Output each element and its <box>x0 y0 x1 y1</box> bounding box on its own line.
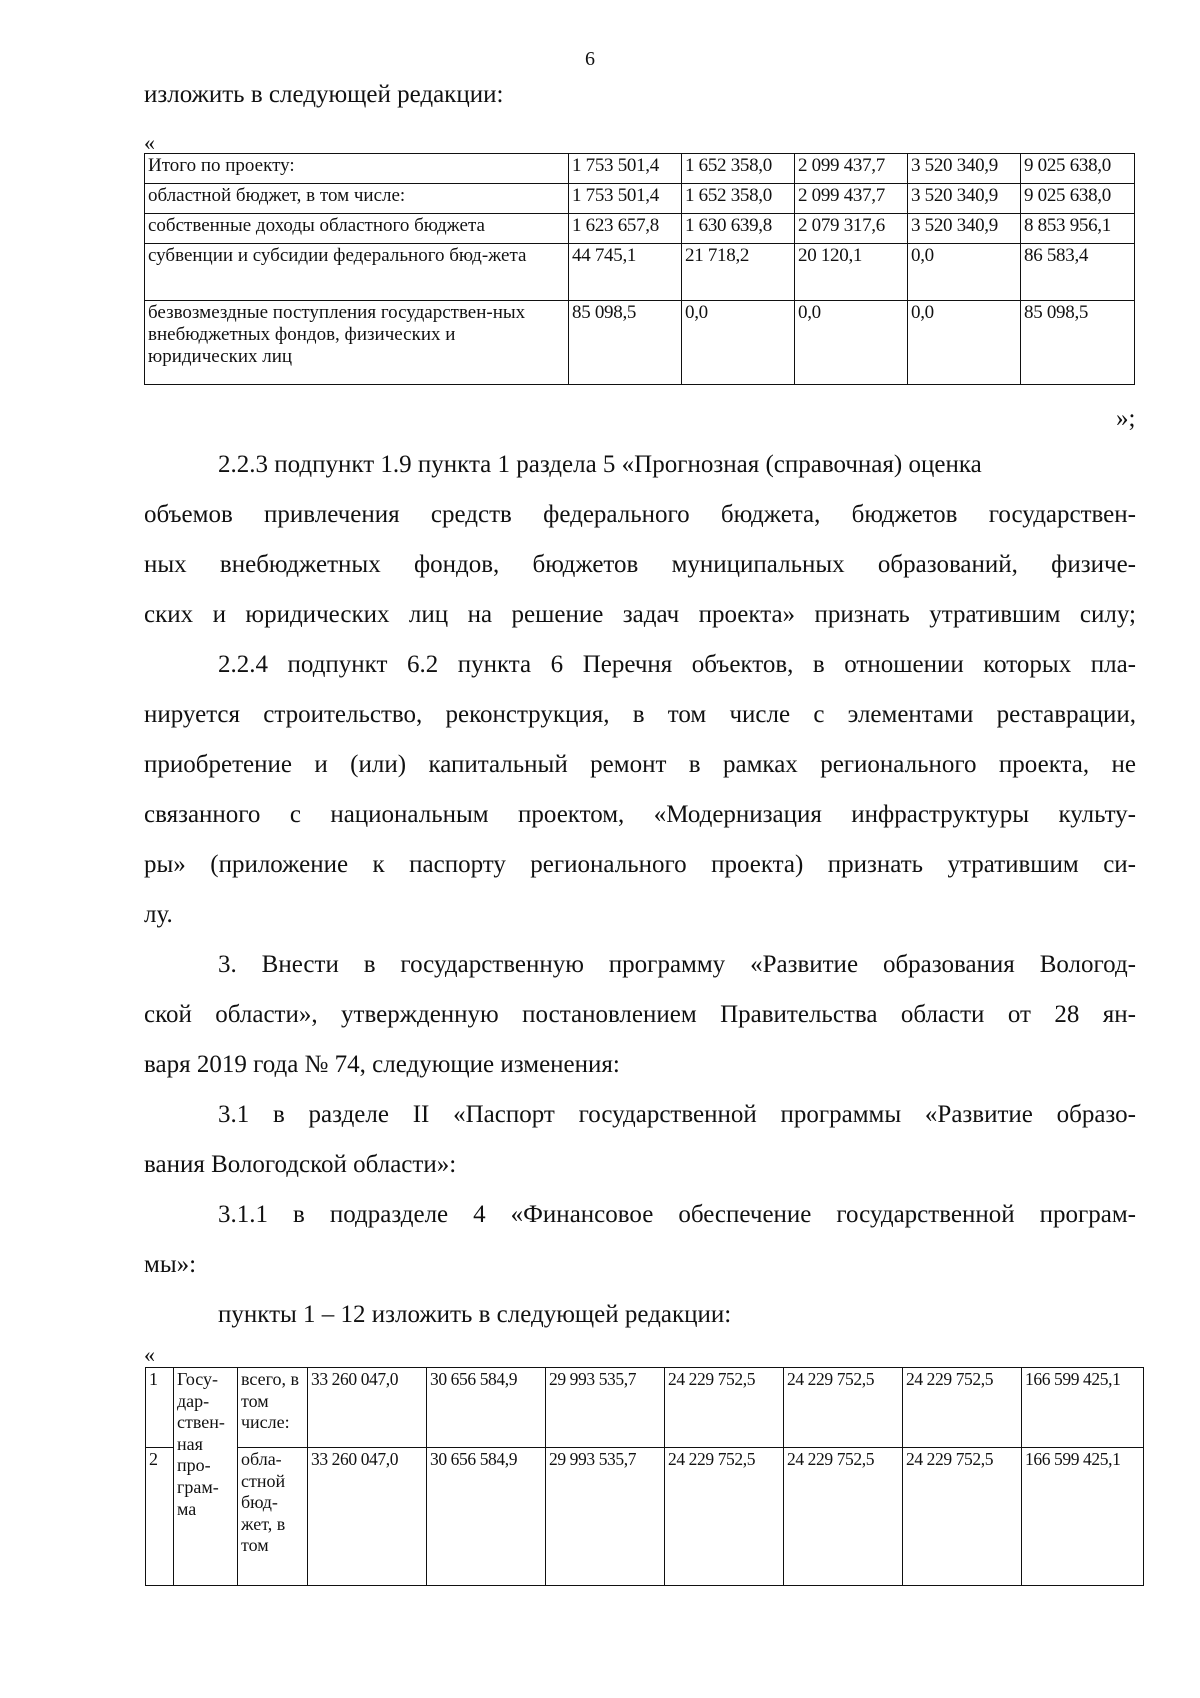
cell-value: 0,0 <box>795 301 908 385</box>
paragraph-3-1-line: вания Вологодской области»: <box>144 1151 457 1178</box>
cell-value: 2 079 317,6 <box>795 214 908 244</box>
paragraph-2-2-4-line: 2.2.4 подпункт 6.2 пункта 6 Перечня объектов, в отношении которых пла- <box>218 651 1136 678</box>
table-row <box>146 1448 1144 1586</box>
row-label: безвозмездные поступления государствен-ных внебюджетных фондов, физических и юридических лиц <box>145 301 569 385</box>
paragraph-2-2-4-line: связанного с национальным проектом, «Модернизация инфраструктуры культу- <box>144 801 1136 828</box>
cell-value: 29 993 535,7 <box>546 1448 665 1586</box>
cell-value: 33 260 047,0 <box>308 1368 427 1448</box>
cell-value: 24 229 752,5 <box>665 1368 784 1448</box>
close-quote-1: »; <box>1116 405 1136 432</box>
row-label: обла-стной бюд-жет, в том <box>238 1448 308 1586</box>
cell-value: 3 520 340,9 <box>908 154 1021 184</box>
open-quote-2: « <box>144 1342 155 1367</box>
cell-value: 85 098,5 <box>569 301 682 385</box>
page-number: 6 <box>585 48 595 70</box>
cell-value: 24 229 752,5 <box>784 1368 903 1448</box>
paragraph-3-1-line: 3.1 в разделе II «Паспорт государственной программы «Развитие образо- <box>218 1101 1136 1128</box>
row-label: Итого по проекту: <box>145 154 569 184</box>
row-label: собственные доходы областного бюджета <box>145 214 569 244</box>
paragraph-2-2-3-line: 2.2.3 подпункт 1.9 пункта 1 раздела 5 «Прогнозная (справочная) оценка <box>218 451 982 478</box>
cell-value: 30 656 584,9 <box>427 1448 546 1586</box>
row-label: всего, в том числе: <box>238 1368 308 1448</box>
cell-value: 0,0 <box>908 244 1021 301</box>
table-row <box>145 244 1135 301</box>
paragraph-3-1-1-line: мы»: <box>144 1251 197 1278</box>
cell-value: 8 853 956,1 <box>1021 214 1135 244</box>
cell-value: 3 520 340,9 <box>908 214 1021 244</box>
table-row <box>145 154 1135 184</box>
cell-value: 1 652 358,0 <box>682 184 795 214</box>
project-funding-table <box>144 153 1135 385</box>
table-row <box>145 214 1135 244</box>
cell-value: 44 745,1 <box>569 244 682 301</box>
cell-value: 1 753 501,4 <box>569 154 682 184</box>
open-quote-1: « <box>144 130 155 155</box>
cell-value: 85 098,5 <box>1021 301 1135 385</box>
paragraph-3-1-1-line: 3.1.1 в подразделе 4 «Финансовое обеспечение государственной програм- <box>218 1201 1136 1228</box>
cell-value: 166 599 425,1 <box>1022 1368 1144 1448</box>
cell-value: 30 656 584,9 <box>427 1368 546 1448</box>
cell-value: 24 229 752,5 <box>903 1368 1022 1448</box>
paragraph-2-2-4-line: лу. <box>144 901 173 928</box>
table-row <box>145 301 1135 385</box>
cell-value: 0,0 <box>682 301 795 385</box>
cell-value: 9 025 638,0 <box>1021 184 1135 214</box>
cell-value: 33 260 047,0 <box>308 1448 427 1586</box>
paragraph-3-line: 3. Внести в государственную программу «Развитие образования Вологод- <box>218 951 1136 978</box>
paragraph-2-2-4-line: ры» (приложение к паспорту регионального проекта) признать утратившим си- <box>144 851 1136 878</box>
cell-value: 24 229 752,5 <box>665 1448 784 1586</box>
cell-value: 24 229 752,5 <box>784 1448 903 1586</box>
items-instruction: пункты 1 – 12 изложить в следующей редакции: <box>218 1301 732 1328</box>
intro-text: изложить в следующей редакции: <box>144 81 504 108</box>
paragraph-2-2-3-line: ных внебюджетных фондов, бюджетов муниципальных образований, физиче- <box>144 551 1136 578</box>
table-row <box>145 184 1135 214</box>
paragraph-3-line: ской области», утвержденную постановлением Правительства области от 28 ян- <box>144 1001 1136 1028</box>
cell-value: 24 229 752,5 <box>903 1448 1022 1586</box>
paragraph-2-2-3-line: объемов привлечения средств федерального бюджета, бюджетов государствен- <box>144 501 1136 528</box>
cell-value: 20 120,1 <box>795 244 908 301</box>
row-number: 2 <box>146 1448 174 1586</box>
cell-value: 2 099 437,7 <box>795 184 908 214</box>
paragraph-2-2-3-line: ских и юридических лиц на решение задач проекта» признать утратившим силу; <box>144 601 1136 628</box>
cell-value: 1 652 358,0 <box>682 154 795 184</box>
cell-value: 1 630 639,8 <box>682 214 795 244</box>
cell-value: 21 718,2 <box>682 244 795 301</box>
cell-value: 1 623 657,8 <box>569 214 682 244</box>
program-funding-table <box>145 1367 1144 1586</box>
row-label: областной бюджет, в том числе: <box>145 184 569 214</box>
row-number: 1 <box>146 1368 174 1448</box>
paragraph-3-line: варя 2019 года № 74, следующие изменения: <box>144 1051 620 1078</box>
cell-value: 0,0 <box>908 301 1021 385</box>
paragraph-2-2-4-line: нируется строительство, реконструкция, в том числе с элементами реставрации, <box>144 701 1136 728</box>
cell-value: 1 753 501,4 <box>569 184 682 214</box>
program-label: Госу-дар-ствен-ная про-грам-ма <box>174 1368 238 1586</box>
cell-value: 2 099 437,7 <box>795 154 908 184</box>
cell-value: 3 520 340,9 <box>908 184 1021 214</box>
cell-value: 86 583,4 <box>1021 244 1135 301</box>
table-row <box>146 1368 1144 1448</box>
cell-value: 166 599 425,1 <box>1022 1448 1144 1586</box>
cell-value: 9 025 638,0 <box>1021 154 1135 184</box>
cell-value: 29 993 535,7 <box>546 1368 665 1448</box>
paragraph-2-2-4-line: приобретение и (или) капитальный ремонт в рамках регионального проекта, не <box>144 751 1136 778</box>
row-label: субвенции и субсидии федерального бюд-жета <box>145 244 569 301</box>
